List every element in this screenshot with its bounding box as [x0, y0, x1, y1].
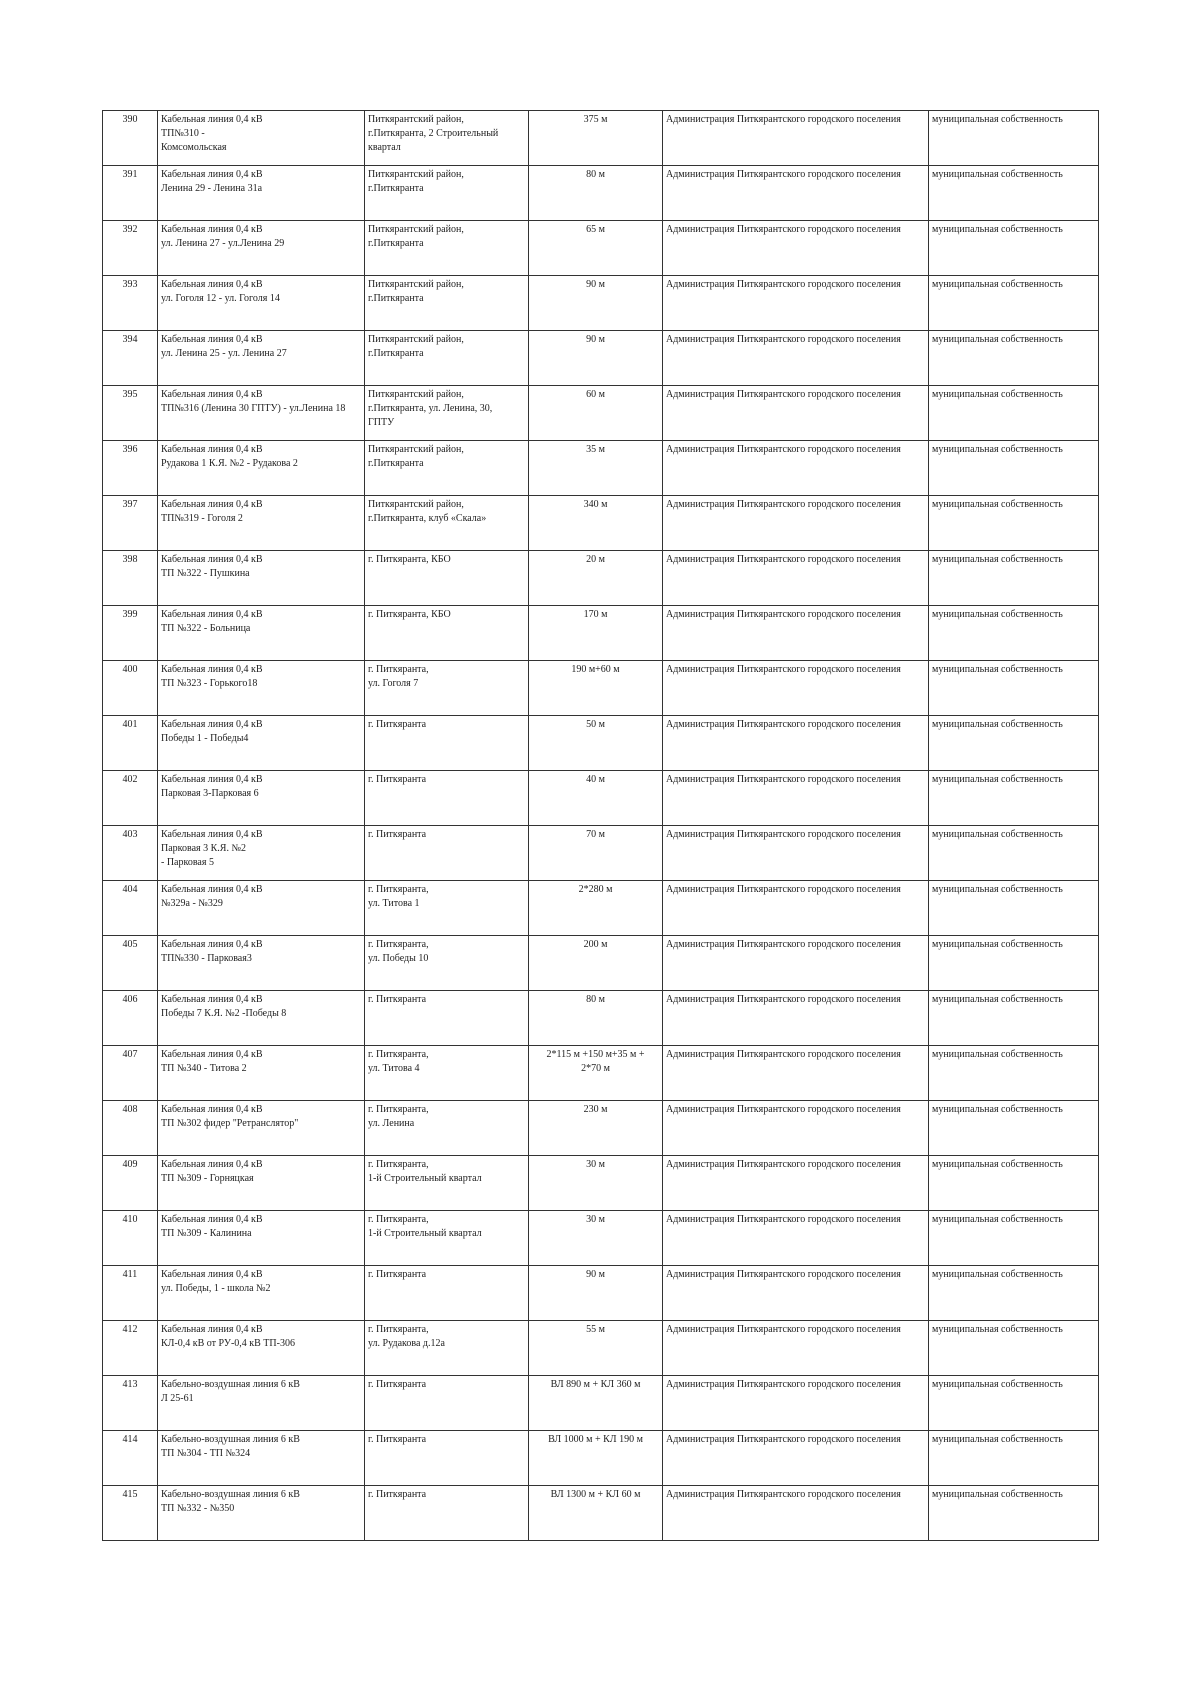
object-name-cell: Кабельная линия 0,4 кВ ТП№316 (Ленина 30 ГПТУ) - ул.Ленина 18: [158, 386, 365, 441]
table-row: [103, 1156, 1099, 1211]
row-number-cell: 400: [103, 661, 158, 716]
row-number-cell: 394: [103, 331, 158, 386]
object-address-cell: г. Питкяранта, ул. Гоголя 7: [365, 661, 529, 716]
object-length-cell: 340 м: [529, 496, 663, 551]
rights-holder-cell: Администрация Питкярантского городского поселения: [663, 991, 929, 1046]
object-address-cell: Питкярантский район, г.Питкяранта: [365, 166, 529, 221]
ownership-type-cell: муниципальная собственность: [929, 771, 1099, 826]
row-number-cell: 411: [103, 1266, 158, 1321]
ownership-type-cell: муниципальная собственность: [929, 606, 1099, 661]
ownership-type-cell: муниципальная собственность: [929, 1156, 1099, 1211]
object-name-cell: Кабельно-воздушная линия 6 кВ ТП №304 - ТП №324: [158, 1431, 365, 1486]
row-number-cell: 407: [103, 1046, 158, 1101]
object-length-cell: ВЛ 890 м + КЛ 360 м: [529, 1376, 663, 1431]
object-address-cell: г. Питкяранта, КБО: [365, 606, 529, 661]
object-address-cell: г. Питкяранта, КБО: [365, 551, 529, 606]
object-length-cell: 60 м: [529, 386, 663, 441]
ownership-type-cell: муниципальная собственность: [929, 661, 1099, 716]
table-row: [103, 1211, 1099, 1266]
table-row: [103, 386, 1099, 441]
table-row: [103, 111, 1099, 166]
ownership-type-cell: муниципальная собственность: [929, 441, 1099, 496]
rights-holder-cell: Администрация Питкярантского городского поселения: [663, 771, 929, 826]
object-length-cell: 70 м: [529, 826, 663, 881]
table-row: [103, 166, 1099, 221]
object-name-cell: Кабельная линия 0,4 кВ Победы 7 К.Я. №2 -Победы 8: [158, 991, 365, 1046]
ownership-type-cell: муниципальная собственность: [929, 1486, 1099, 1541]
ownership-type-cell: муниципальная собственность: [929, 1101, 1099, 1156]
rights-holder-cell: Администрация Питкярантского городского поселения: [663, 386, 929, 441]
ownership-type-cell: муниципальная собственность: [929, 936, 1099, 991]
rights-holder-cell: Администрация Питкярантского городского поселения: [663, 1046, 929, 1101]
object-length-cell: 230 м: [529, 1101, 663, 1156]
rights-holder-cell: Администрация Питкярантского городского поселения: [663, 441, 929, 496]
table-row: [103, 1266, 1099, 1321]
object-name-cell: Кабельная линия 0,4 кВ КЛ-0,4 кВ от РУ-0,4 кВ ТП-306: [158, 1321, 365, 1376]
row-number-cell: 404: [103, 881, 158, 936]
object-name-cell: Кабельная линия 0,4 кВ ТП №309 - Горняцкая: [158, 1156, 365, 1211]
object-name-cell: Кабельно-воздушная линия 6 кВ Л 25-61: [158, 1376, 365, 1431]
object-address-cell: г. Питкяранта, ул. Рудакова д.12а: [365, 1321, 529, 1376]
ownership-type-cell: муниципальная собственность: [929, 551, 1099, 606]
object-length-cell: 50 м: [529, 716, 663, 771]
object-length-cell: 30 м: [529, 1211, 663, 1266]
object-address-cell: Питкярантский район, г.Питкяранта: [365, 276, 529, 331]
rights-holder-cell: Администрация Питкярантского городского поселения: [663, 1266, 929, 1321]
object-length-cell: 90 м: [529, 1266, 663, 1321]
row-number-cell: 395: [103, 386, 158, 441]
rights-holder-cell: Администрация Питкярантского городского поселения: [663, 221, 929, 276]
ownership-type-cell: муниципальная собственность: [929, 826, 1099, 881]
object-address-cell: г. Питкяранта: [365, 991, 529, 1046]
table-row: [103, 441, 1099, 496]
object-name-cell: Кабельная линия 0,4 кВ ТП №322 - Пушкина: [158, 551, 365, 606]
object-name-cell: Кабельная линия 0,4 кВ Победы 1 - Победы4: [158, 716, 365, 771]
object-address-cell: г. Питкяранта, ул. Ленина: [365, 1101, 529, 1156]
ownership-type-cell: муниципальная собственность: [929, 496, 1099, 551]
table-row: [103, 881, 1099, 936]
object-address-cell: г. Питкяранта, 1-й Строительный квартал: [365, 1211, 529, 1266]
table-row: [103, 606, 1099, 661]
object-name-cell: Кабельная линия 0,4 кВ ул. Победы, 1 - школа №2: [158, 1266, 365, 1321]
object-length-cell: 200 м: [529, 936, 663, 991]
object-name-cell: Кабельная линия 0,4 кВ Парковая 3-Парковая 6: [158, 771, 365, 826]
object-address-cell: г. Питкяранта: [365, 1486, 529, 1541]
ownership-type-cell: муниципальная собственность: [929, 276, 1099, 331]
object-length-cell: 80 м: [529, 991, 663, 1046]
table-row: [103, 1101, 1099, 1156]
table-row: [103, 221, 1099, 276]
ownership-type-cell: муниципальная собственность: [929, 991, 1099, 1046]
object-address-cell: г. Питкяранта: [365, 1266, 529, 1321]
object-name-cell: Кабельная линия 0,4 кВ ул. Ленина 25 - ул. Ленина 27: [158, 331, 365, 386]
rights-holder-cell: Администрация Питкярантского городского поселения: [663, 661, 929, 716]
rights-holder-cell: Администрация Питкярантского городского поселения: [663, 551, 929, 606]
object-address-cell: г. Питкяранта: [365, 826, 529, 881]
row-number-cell: 390: [103, 111, 158, 166]
rights-holder-cell: Администрация Питкярантского городского поселения: [663, 936, 929, 991]
rights-holder-cell: Администрация Питкярантского городского поселения: [663, 716, 929, 771]
object-address-cell: г. Питкяранта, ул. Победы 10: [365, 936, 529, 991]
ownership-type-cell: муниципальная собственность: [929, 221, 1099, 276]
object-address-cell: г. Питкяранта: [365, 1431, 529, 1486]
table-row: [103, 771, 1099, 826]
ownership-type-cell: муниципальная собственность: [929, 881, 1099, 936]
table-row: [103, 1431, 1099, 1486]
table-row: [103, 1046, 1099, 1101]
table-row: [103, 716, 1099, 771]
object-address-cell: г. Питкяранта: [365, 1376, 529, 1431]
rights-holder-cell: Администрация Питкярантского городского поселения: [663, 111, 929, 166]
table-row: [103, 496, 1099, 551]
rights-holder-cell: Администрация Питкярантского городского поселения: [663, 606, 929, 661]
object-name-cell: Кабельная линия 0,4 кВ ТП №322 - Больница: [158, 606, 365, 661]
table-row: [103, 1321, 1099, 1376]
object-name-cell: Кабельная линия 0,4 кВ ул. Ленина 27 - ул.Ленина 29: [158, 221, 365, 276]
object-length-cell: 55 м: [529, 1321, 663, 1376]
row-number-cell: 408: [103, 1101, 158, 1156]
ownership-type-cell: муниципальная собственность: [929, 386, 1099, 441]
row-number-cell: 415: [103, 1486, 158, 1541]
table-row: [103, 826, 1099, 881]
rights-holder-cell: Администрация Питкярантского городского поселения: [663, 1156, 929, 1211]
object-address-cell: Питкярантский район, г.Питкяранта, клуб «Скала»: [365, 496, 529, 551]
object-length-cell: 65 м: [529, 221, 663, 276]
object-address-cell: г. Питкяранта: [365, 771, 529, 826]
object-length-cell: 2*115 м +150 м+35 м + 2*70 м: [529, 1046, 663, 1101]
table-row: [103, 991, 1099, 1046]
object-length-cell: 90 м: [529, 331, 663, 386]
object-address-cell: Питкярантский район, г.Питкяранта, 2 Строительный квартал: [365, 111, 529, 166]
row-number-cell: 396: [103, 441, 158, 496]
rights-holder-cell: Администрация Питкярантского городского поселения: [663, 496, 929, 551]
object-name-cell: Кабельная линия 0,4 кВ ТП №340 - Титова 2: [158, 1046, 365, 1101]
object-name-cell: Кабельная линия 0,4 кВ ТП №323 - Горького18: [158, 661, 365, 716]
object-name-cell: Кабельная линия 0,4 кВ ул. Гоголя 12 - ул. Гоголя 14: [158, 276, 365, 331]
row-number-cell: 403: [103, 826, 158, 881]
object-address-cell: Питкярантский район, г.Питкяранта, ул. Ленина, 30, ГПТУ: [365, 386, 529, 441]
table-row: [103, 1376, 1099, 1431]
object-length-cell: ВЛ 1000 м + КЛ 190 м: [529, 1431, 663, 1486]
registry-table: [102, 110, 1099, 1541]
object-length-cell: 40 м: [529, 771, 663, 826]
row-number-cell: 406: [103, 991, 158, 1046]
table-row: [103, 276, 1099, 331]
object-name-cell: Кабельная линия 0,4 кВ ТП№319 - Гоголя 2: [158, 496, 365, 551]
row-number-cell: 392: [103, 221, 158, 276]
object-name-cell: Кабельно-воздушная линия 6 кВ ТП №332 - №350: [158, 1486, 365, 1541]
object-length-cell: 20 м: [529, 551, 663, 606]
rights-holder-cell: Администрация Питкярантского городского поселения: [663, 826, 929, 881]
row-number-cell: 401: [103, 716, 158, 771]
row-number-cell: 398: [103, 551, 158, 606]
object-name-cell: Кабельная линия 0,4 кВ Рудакова 1 К.Я. №2 - Рудакова 2: [158, 441, 365, 496]
object-length-cell: 90 м: [529, 276, 663, 331]
object-length-cell: 35 м: [529, 441, 663, 496]
rights-holder-cell: Администрация Питкярантского городского поселения: [663, 881, 929, 936]
object-length-cell: 2*280 м: [529, 881, 663, 936]
ownership-type-cell: муниципальная собственность: [929, 1376, 1099, 1431]
row-number-cell: 402: [103, 771, 158, 826]
row-number-cell: 410: [103, 1211, 158, 1266]
ownership-type-cell: муниципальная собственность: [929, 716, 1099, 771]
object-length-cell: 30 м: [529, 1156, 663, 1211]
rights-holder-cell: Администрация Питкярантского городского поселения: [663, 166, 929, 221]
object-name-cell: Кабельная линия 0,4 кВ ТП№310 - Комсомольская: [158, 111, 365, 166]
row-number-cell: 399: [103, 606, 158, 661]
object-name-cell: Кабельная линия 0,4 кВ ТП№330 - Парковая3: [158, 936, 365, 991]
row-number-cell: 397: [103, 496, 158, 551]
ownership-type-cell: муниципальная собственность: [929, 1266, 1099, 1321]
object-name-cell: Кабельная линия 0,4 кВ ТП №302 фидер "Ретранслятор": [158, 1101, 365, 1156]
object-name-cell: Кабельная линия 0,4 кВ Парковая 3 К.Я. №2 - Парковая 5: [158, 826, 365, 881]
row-number-cell: 409: [103, 1156, 158, 1211]
row-number-cell: 393: [103, 276, 158, 331]
table-row: [103, 936, 1099, 991]
ownership-type-cell: муниципальная собственность: [929, 1321, 1099, 1376]
object-address-cell: г. Питкяранта, ул. Титова 1: [365, 881, 529, 936]
rights-holder-cell: Администрация Питкярантского городского поселения: [663, 1486, 929, 1541]
rights-holder-cell: Администрация Питкярантского городского поселения: [663, 1101, 929, 1156]
row-number-cell: 405: [103, 936, 158, 991]
ownership-type-cell: муниципальная собственность: [929, 1211, 1099, 1266]
object-length-cell: 375 м: [529, 111, 663, 166]
object-address-cell: г. Питкяранта, ул. Титова 4: [365, 1046, 529, 1101]
row-number-cell: 413: [103, 1376, 158, 1431]
object-address-cell: г. Питкяранта: [365, 716, 529, 771]
object-name-cell: Кабельная линия 0,4 кВ ТП №309 - Калинина: [158, 1211, 365, 1266]
object-name-cell: Кабельная линия 0,4 кВ №329а - №329: [158, 881, 365, 936]
ownership-type-cell: муниципальная собственность: [929, 1431, 1099, 1486]
ownership-type-cell: муниципальная собственность: [929, 331, 1099, 386]
object-length-cell: 190 м+60 м: [529, 661, 663, 716]
object-address-cell: Питкярантский район, г.Питкяранта: [365, 331, 529, 386]
row-number-cell: 414: [103, 1431, 158, 1486]
object-length-cell: 80 м: [529, 166, 663, 221]
object-address-cell: г. Питкяранта, 1-й Строительный квартал: [365, 1156, 529, 1211]
table-row: [103, 661, 1099, 716]
object-address-cell: Питкярантский район, г.Питкяранта: [365, 221, 529, 276]
rights-holder-cell: Администрация Питкярантского городского поселения: [663, 1211, 929, 1266]
ownership-type-cell: муниципальная собственность: [929, 166, 1099, 221]
table-row: [103, 551, 1099, 606]
rights-holder-cell: Администрация Питкярантского городского поселения: [663, 331, 929, 386]
ownership-type-cell: муниципальная собственность: [929, 1046, 1099, 1101]
row-number-cell: 412: [103, 1321, 158, 1376]
rights-holder-cell: Администрация Питкярантского городского поселения: [663, 1431, 929, 1486]
object-name-cell: Кабельная линия 0,4 кВ Ленина 29 - Ленина 31а: [158, 166, 365, 221]
rights-holder-cell: Администрация Питкярантского городского поселения: [663, 1321, 929, 1376]
registry-table-body: [103, 111, 1099, 1541]
rights-holder-cell: Администрация Питкярантского городского поселения: [663, 1376, 929, 1431]
object-address-cell: Питкярантский район, г.Питкяранта: [365, 441, 529, 496]
rights-holder-cell: Администрация Питкярантского городского поселения: [663, 276, 929, 331]
table-row: [103, 331, 1099, 386]
object-length-cell: ВЛ 1300 м + КЛ 60 м: [529, 1486, 663, 1541]
table-row: [103, 1486, 1099, 1541]
object-length-cell: 170 м: [529, 606, 663, 661]
row-number-cell: 391: [103, 166, 158, 221]
ownership-type-cell: муниципальная собственность: [929, 111, 1099, 166]
